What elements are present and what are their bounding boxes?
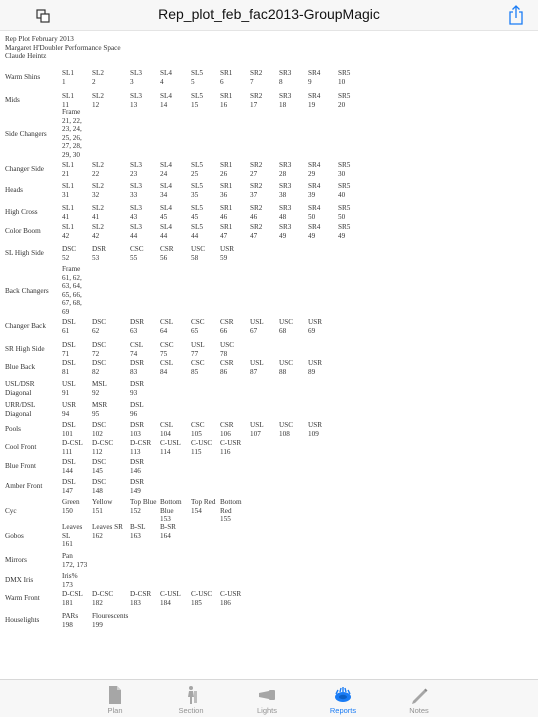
table-cell: USL 77 (191, 341, 205, 358)
table-cell: DSR 93 (130, 380, 144, 397)
table-cell: SL3 3 (130, 69, 142, 86)
table-cell: SR3 28 (279, 161, 292, 178)
table-cell: CSC 85 (191, 359, 205, 376)
table-cell: MSR 95 (92, 401, 108, 418)
row-label: Warm Front (5, 594, 40, 603)
row-label: Warm Shins (5, 73, 41, 82)
table-cell: CSC 105 (191, 421, 205, 438)
tab-label: Lights (256, 706, 277, 715)
table-cell: DSC 82 (92, 359, 106, 376)
table-cell: D-CSL 111 (62, 439, 83, 456)
report-document (5, 35, 533, 629)
table-cell: DSC 148 (92, 478, 106, 495)
row-label: SL High Side (5, 249, 44, 258)
tab-label: Section (178, 706, 204, 715)
table-cell: USR 89 (308, 359, 322, 376)
row-label: Mirrors (5, 556, 27, 565)
table-cell: DSC 102 (92, 421, 106, 438)
tab-section[interactable] (153, 680, 229, 717)
table-cell: CSR 86 (220, 359, 234, 376)
table-cell: SR5 30 (338, 161, 351, 178)
table-cell: SR4 49 (308, 223, 321, 240)
table-cell: Iris% 173 (62, 572, 78, 589)
table-cell: CSL 64 (160, 318, 174, 335)
table-cell: Pan 172, 173 (62, 552, 88, 569)
report-heading-line: Claude Heintz (5, 52, 47, 61)
table-cell: SR4 50 (308, 204, 321, 221)
row-label: URR/DSL Diagonal (5, 401, 36, 418)
table-cell: USR 69 (308, 318, 322, 335)
row-label: Amber Front (5, 482, 43, 491)
table-cell: USC 88 (279, 359, 293, 376)
table-cell: SR1 26 (220, 161, 233, 178)
row-label: DMX Iris (5, 576, 34, 585)
table-cell: DSL 144 (62, 458, 76, 475)
row-label: USL/DSR Diagonal (5, 380, 35, 397)
table-cell: C-USR 186 (220, 590, 242, 607)
row-label: Houselights (5, 616, 40, 625)
table-cell: SL5 44 (191, 223, 203, 240)
tab-reports[interactable] (305, 680, 381, 717)
table-cell: DSC 62 (92, 318, 106, 335)
table-cell: SR5 10 (338, 69, 351, 86)
table-cell: SR5 49 (338, 223, 351, 240)
table-cell: SL2 12 (92, 92, 104, 109)
table-cell: SL4 24 (160, 161, 172, 178)
table-cell: DSL 61 (62, 318, 76, 335)
tab-bar (0, 679, 538, 717)
table-cell: Top Blue 152 (130, 498, 157, 515)
table-cell: DSR 63 (130, 318, 144, 335)
table-cell: D-CSC 182 (92, 590, 114, 607)
table-cell: SR2 37 (250, 182, 263, 199)
row-label: Changer Back (5, 322, 46, 331)
table-cell: SL4 34 (160, 182, 172, 199)
table-cell: Green 150 (62, 498, 80, 515)
table-cell: B-SR 164 (160, 523, 176, 540)
table-cell: CSL 74 (130, 341, 144, 358)
table-cell: Leaves SL 161 (62, 523, 83, 549)
table-cell: MSL 92 (92, 380, 107, 397)
table-cell: C-USC 185 (191, 590, 213, 607)
table-cell: DSC 72 (92, 341, 106, 358)
table-cell: DSR 146 (130, 458, 144, 475)
navigation-bar (0, 0, 538, 31)
table-cell: SL2 32 (92, 182, 104, 199)
table-cell: Flourescents 199 (92, 612, 129, 629)
table-cell: C-USL 114 (160, 439, 181, 456)
table-cell: SR2 17 (250, 92, 263, 109)
table-cell: SL4 14 (160, 92, 172, 109)
table-cell: USR 109 (308, 421, 322, 438)
table-cell: SL3 23 (130, 161, 142, 178)
table-cell: Leaves SR 162 (92, 523, 123, 540)
table-cell: C-USL 184 (160, 590, 181, 607)
table-cell: SL4 44 (160, 223, 172, 240)
table-cell: D-CSR 113 (130, 439, 152, 456)
row-label: Cool Front (5, 443, 37, 452)
table-cell: SL5 35 (191, 182, 203, 199)
row-label: Blue Back (5, 363, 36, 372)
table-cell: SR3 38 (279, 182, 292, 199)
table-cell: USL 107 (250, 421, 264, 438)
row-label: High Cross (5, 208, 38, 217)
table-cell: SR4 29 (308, 161, 321, 178)
tab-label: Plan (107, 706, 123, 715)
table-cell: DSR 83 (130, 359, 144, 376)
section-icon (182, 685, 200, 705)
table-cell: CSC 65 (191, 318, 205, 335)
table-cell: Frame 61, 62, 63, 64, 65, 66, 67, 68, 69 (62, 265, 82, 316)
table-cell: SR4 9 (308, 69, 321, 86)
row-label: Side Changers (5, 129, 47, 138)
table-cell: DSL 81 (62, 359, 76, 376)
row-label: SR High Side (5, 345, 45, 354)
table-cell: USL 67 (250, 318, 264, 335)
table-cell: SL5 25 (191, 161, 203, 178)
table-cell: SR3 49 (279, 223, 292, 240)
tab-label: Reports (329, 706, 357, 715)
row-label: Color Boom (5, 227, 41, 236)
reports-icon (334, 685, 352, 705)
table-cell: CSC 55 (130, 245, 144, 262)
notes-icon (410, 685, 428, 705)
plan-icon (106, 685, 124, 705)
table-cell: SR1 47 (220, 223, 233, 240)
table-cell: SR1 36 (220, 182, 233, 199)
table-cell: PARs 198 (62, 612, 79, 629)
row-label: Cyc (5, 506, 17, 515)
table-cell: Bottom Red 155 (220, 498, 242, 524)
table-cell: SL2 42 (92, 223, 104, 240)
tab-plan[interactable] (77, 680, 153, 717)
table-cell: CSR 56 (160, 245, 174, 262)
row-label: Pools (5, 425, 21, 434)
lights-icon (258, 685, 276, 705)
document-title: Rep_plot_feb_fac2013-GroupMagic (158, 6, 380, 22)
table-cell: Bottom Blue 153 (160, 498, 182, 524)
table-cell: USL 87 (250, 359, 264, 376)
row-label: Back Changers (5, 286, 49, 295)
table-cell: B-SL 163 (130, 523, 146, 540)
table-cell: SL5 5 (191, 69, 203, 86)
table-cell: CSR 106 (220, 421, 234, 438)
table-cell: DSL 101 (62, 421, 76, 438)
row-label: Changer Side (5, 165, 44, 174)
table-cell: USC 58 (191, 245, 205, 262)
table-cell: SR1 6 (220, 69, 233, 86)
table-cell: CSL 104 (160, 421, 174, 438)
table-cell: DSL 147 (62, 478, 76, 495)
table-cell: SL5 45 (191, 204, 203, 221)
table-cell: SL1 42 (62, 223, 74, 240)
row-label: Mids (5, 96, 20, 105)
table-cell: USR 59 (220, 245, 234, 262)
table-cell: USC 108 (279, 421, 293, 438)
table-cell: SR1 46 (220, 204, 233, 221)
table-cell: CSL 84 (160, 359, 174, 376)
table-cell: SR2 7 (250, 69, 263, 86)
table-cell: SL1 21 (62, 161, 74, 178)
table-cell: USL 91 (62, 380, 76, 397)
table-cell: DSR 149 (130, 478, 144, 495)
table-cell: SL1 31 (62, 182, 74, 199)
table-cell: DSL 71 (62, 341, 76, 358)
table-cell: SR4 19 (308, 92, 321, 109)
table-cell: SL3 44 (130, 223, 142, 240)
table-cell: DSR 103 (130, 421, 144, 438)
table-cell: CSC 75 (160, 341, 174, 358)
table-cell: D-CSL 181 (62, 590, 83, 607)
table-cell: SR1 16 (220, 92, 233, 109)
table-cell: D-CSR 183 (130, 590, 152, 607)
share-icon[interactable] (508, 5, 524, 25)
table-cell: SL3 33 (130, 182, 142, 199)
table-cell: USC 68 (279, 318, 293, 335)
table-cell: DSL 96 (130, 401, 144, 418)
table-cell: SR2 47 (250, 223, 263, 240)
table-cell: SR5 20 (338, 92, 351, 109)
table-cell: SL4 4 (160, 69, 172, 86)
report-heading-line: Rep Plot February 2013 (5, 35, 74, 43)
tab-label: Notes (409, 706, 429, 715)
table-cell: SL5 15 (191, 92, 203, 109)
table-cell: DSR 53 (92, 245, 106, 262)
tab-lights[interactable] (229, 680, 305, 717)
table-cell: C-USR 116 (220, 439, 242, 456)
table-cell: USC 78 (220, 341, 234, 358)
table-cell: SR3 48 (279, 204, 292, 221)
table-cell: SL2 2 (92, 69, 104, 86)
table-cell: DSC 52 (62, 245, 76, 262)
table-cell: SL1 41 (62, 204, 74, 221)
report-heading (5, 35, 533, 61)
table-cell: SL1 11 (62, 92, 74, 109)
report-heading-line: Margaret H'Doubler Performance Space (5, 43, 121, 52)
table-cell: C-USC 115 (191, 439, 213, 456)
table-cell: Frame 21, 22, 23, 24, 25, 26, 27, 28, 29, 30 (62, 108, 82, 159)
table-cell: SL1 1 (62, 69, 74, 86)
table-cell: SR3 8 (279, 69, 292, 86)
table-cell: SL2 22 (92, 161, 104, 178)
row-label: Gobos (5, 531, 24, 540)
table-cell: Yellow 151 (92, 498, 113, 515)
table-cell: SR2 46 (250, 204, 263, 221)
table-cell: SR3 18 (279, 92, 292, 109)
table-cell: SL2 41 (92, 204, 104, 221)
table-cell: CSR 66 (220, 318, 234, 335)
row-label: Blue Front (5, 462, 36, 471)
table-cell: SR4 39 (308, 182, 321, 199)
table-cell: DSC 145 (92, 458, 106, 475)
table-cell: D-CSC 112 (92, 439, 114, 456)
tab-notes[interactable] (381, 680, 457, 717)
table-cell: SR5 40 (338, 182, 351, 199)
table-cell: SL3 43 (130, 204, 142, 221)
table-cell: SR2 27 (250, 161, 263, 178)
table-cell: Top Red 154 (191, 498, 216, 515)
row-label: Heads (5, 186, 23, 195)
table-cell: SL4 45 (160, 204, 172, 221)
table-cell: SR5 50 (338, 204, 351, 221)
table-cell: USR 94 (62, 401, 76, 418)
table-cell: SL3 13 (130, 92, 142, 109)
